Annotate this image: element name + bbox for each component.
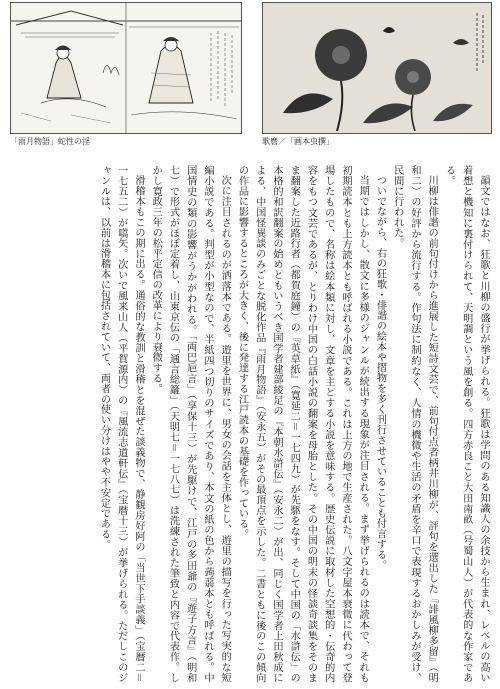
paragraph-yomihon: 当期ではしかし、散文に多様のジャンルが続出する現象が注目される。まず挙げられるのは読本で、それも初期読本とも上方読本とも呼ばれる小説である。これは上方の地で生産された。八文字屋本衰微に代わって登場したもので、名称は絵本類に対し、文章を主とする小説を意味する。歴史伝説に取材した空想的・伝奇的内容をもつ文芸であるが、とりわけ中国の白話小説の翻案を母胎とした。その中国の明末の怪談奇談集をそのまま翻案した近路行者（都賀庭鐘）の『英草紙』（寛延二＝一七四九）が先駆をなす。そして中国の「水滸伝」の本格的和訳翻案の始めともいうべき国学者建部綾足の『本朝水滸伝』（安永二）が出、同じく国学者上田秋成による、中国怪異談のみごとな脱化作品『雨月物語』（安永五）がその最頂点を示した。二書ともに後のこの傾向の作品に影響するところが大きく、後に発達する江戸読本の基礎を作っている。 bbox=[236, 165, 369, 683]
flower-insect-illustration-icon bbox=[263, 3, 491, 133]
paragraph-kokkeibon: 滑稽本もこの期に出る。通俗的な教訓と滑稽とを混ぜた談義物で、静観房好阿の「当世下手談義」（宝暦二＝一七五二）が嚆矢。次いで風来山人（平賀源内）の『風流志道軒伝』（宝暦十三）が挙げられる。ただしこのジャンルは、以前は滑稽本に包括されていて、両者の使い分けはやや不安定である。 bbox=[98, 165, 144, 683]
paragraph-sharebon: 次に注目されるのが洒落本である。遊里を世界に、男女の会話を主体とし、遊里の描写を行った写実的な短編小説である。判型が小型なので、半紙四つ切りのサイズであり、本文の紙の色から蒟蒻本とも呼ばれる。中国情史の類の影響がうかがわれる。「両巴巵言」（享保十三）が先駆けで、江戸の多田爺の『遊子方言』（明和七）で形式がほぼ定着し、山東京伝の「通言総籬」（天明七＝一七八七）は洗練された筆致と内容で代表作。しかし寛政三年の松平定信の改革により衰微する。 bbox=[150, 165, 231, 683]
vertical-body-text bbox=[8, 165, 492, 683]
paragraph-senryu: 川柳は俳諧の前句付けから進展した短詩文芸で、前句付点者柄井川柳が、評句を選出した『誹風柳多留』（明和二）の好評から流行する。作句法に制約なく、人情の機微や生活の矛盾を辛口で表現するおかしみが受け、民間に行われた。 bbox=[391, 165, 438, 683]
ugetsu-illustration bbox=[10, 2, 242, 134]
woodblock-illustration-icon bbox=[11, 3, 241, 133]
ehon-mushierami-illustration bbox=[262, 2, 492, 134]
paragraph-kyoka-senryu: 韻文ではなお、狂歌と川柳の盛行が挙げられる。狂歌は学問のある知識人の余技から生まれ、レベルの高い着想と機知に裏付けられて、天明調という風を創る。四方赤良こと大田南畝（号蜀山人）が代表的な作家である。 bbox=[443, 165, 489, 683]
figure-caption-utamaro: 歌麿／「画本虫撰」 bbox=[262, 137, 334, 146]
paragraph-ehon: ついでながら、右の狂歌・俳諧の絵本や摺物を多く刊行させていることも付言する。 bbox=[374, 175, 386, 571]
figure-caption-ugetsu: 「雨月物語」蛇性の淫 bbox=[10, 137, 90, 146]
